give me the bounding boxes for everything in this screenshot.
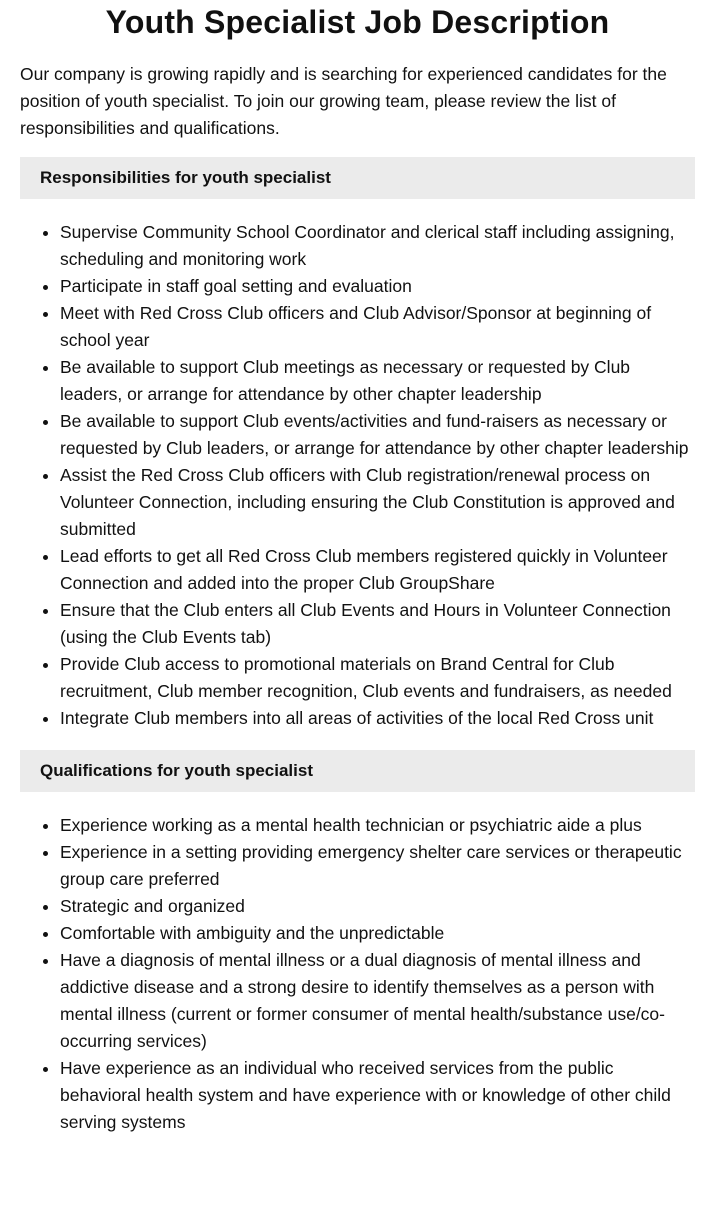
list-item: • Experience working as a mental health technician or psychiatric aide a plus bbox=[60, 812, 695, 839]
list-item: • Integrate Club members into all areas of activities of the local Red Cross unit bbox=[60, 705, 695, 732]
qualifications-heading: Qualifications for youth specialist bbox=[20, 750, 695, 792]
list-item: • Experience in a setting providing emergency shelter care services or therapeutic group care preferred bbox=[60, 839, 695, 893]
page-title: Youth Specialist Job Description bbox=[105, 4, 610, 40]
list-item: • Have experience as an individual who received services from the public behavioral health system and have experience with or knowledge of other child serving systems bbox=[60, 1055, 695, 1136]
list-item: • Provide Club access to promotional materials on Brand Central for Club recruitment, Club member recognition, Club events and fundraisers, as needed bbox=[60, 651, 695, 705]
list-item: • Meet with Red Cross Club officers and Club Advisor/Sponsor at beginning of school year bbox=[60, 300, 695, 354]
list-item: • Be available to support Club meetings as necessary or requested by Club leaders, or arrange for attendance by other chapter leadership bbox=[60, 354, 695, 408]
list-item: • Participate in staff goal setting and evaluation bbox=[60, 273, 695, 300]
intro-paragraph: Our company is growing rapidly and is searching for experienced candidates for the position of youth specialist. To join our growing team, please review the list of responsibilities and qualifications. bbox=[20, 64, 667, 138]
list-item: • Comfortable with ambiguity and the unpredictable bbox=[60, 920, 695, 947]
list-item: • Supervise Community School Coordinator and clerical staff including assigning, scheduling and monitoring work bbox=[60, 219, 695, 273]
responsibilities-heading: Responsibilities for youth specialist bbox=[20, 157, 695, 199]
list-item: • Ensure that the Club enters all Club Events and Hours in Volunteer Connection (using the Club Events tab) bbox=[60, 597, 695, 651]
responsibilities-list bbox=[20, 219, 695, 732]
qualifications-list bbox=[20, 812, 695, 1136]
list-item: • Strategic and organized bbox=[60, 893, 695, 920]
list-item: • Have a diagnosis of mental illness or a dual diagnosis of mental illness and addictive disease and a strong desire to identify themselves as a person with mental illness (current or former consumer of mental health/substance use/co-occurring services) bbox=[60, 947, 695, 1055]
list-item: • Assist the Red Cross Club officers with Club registration/renewal process on Volunteer Connection, including ensuring the Club Constitution is approved and submitted bbox=[60, 462, 695, 543]
list-item: • Lead efforts to get all Red Cross Club members registered quickly in Volunteer Connection and added into the proper Club GroupShare bbox=[60, 543, 695, 597]
list-item: • Be available to support Club events/activities and fund-raisers as necessary or requested by Club leaders, or arrange for attendance by other chapter leadership bbox=[60, 408, 695, 462]
